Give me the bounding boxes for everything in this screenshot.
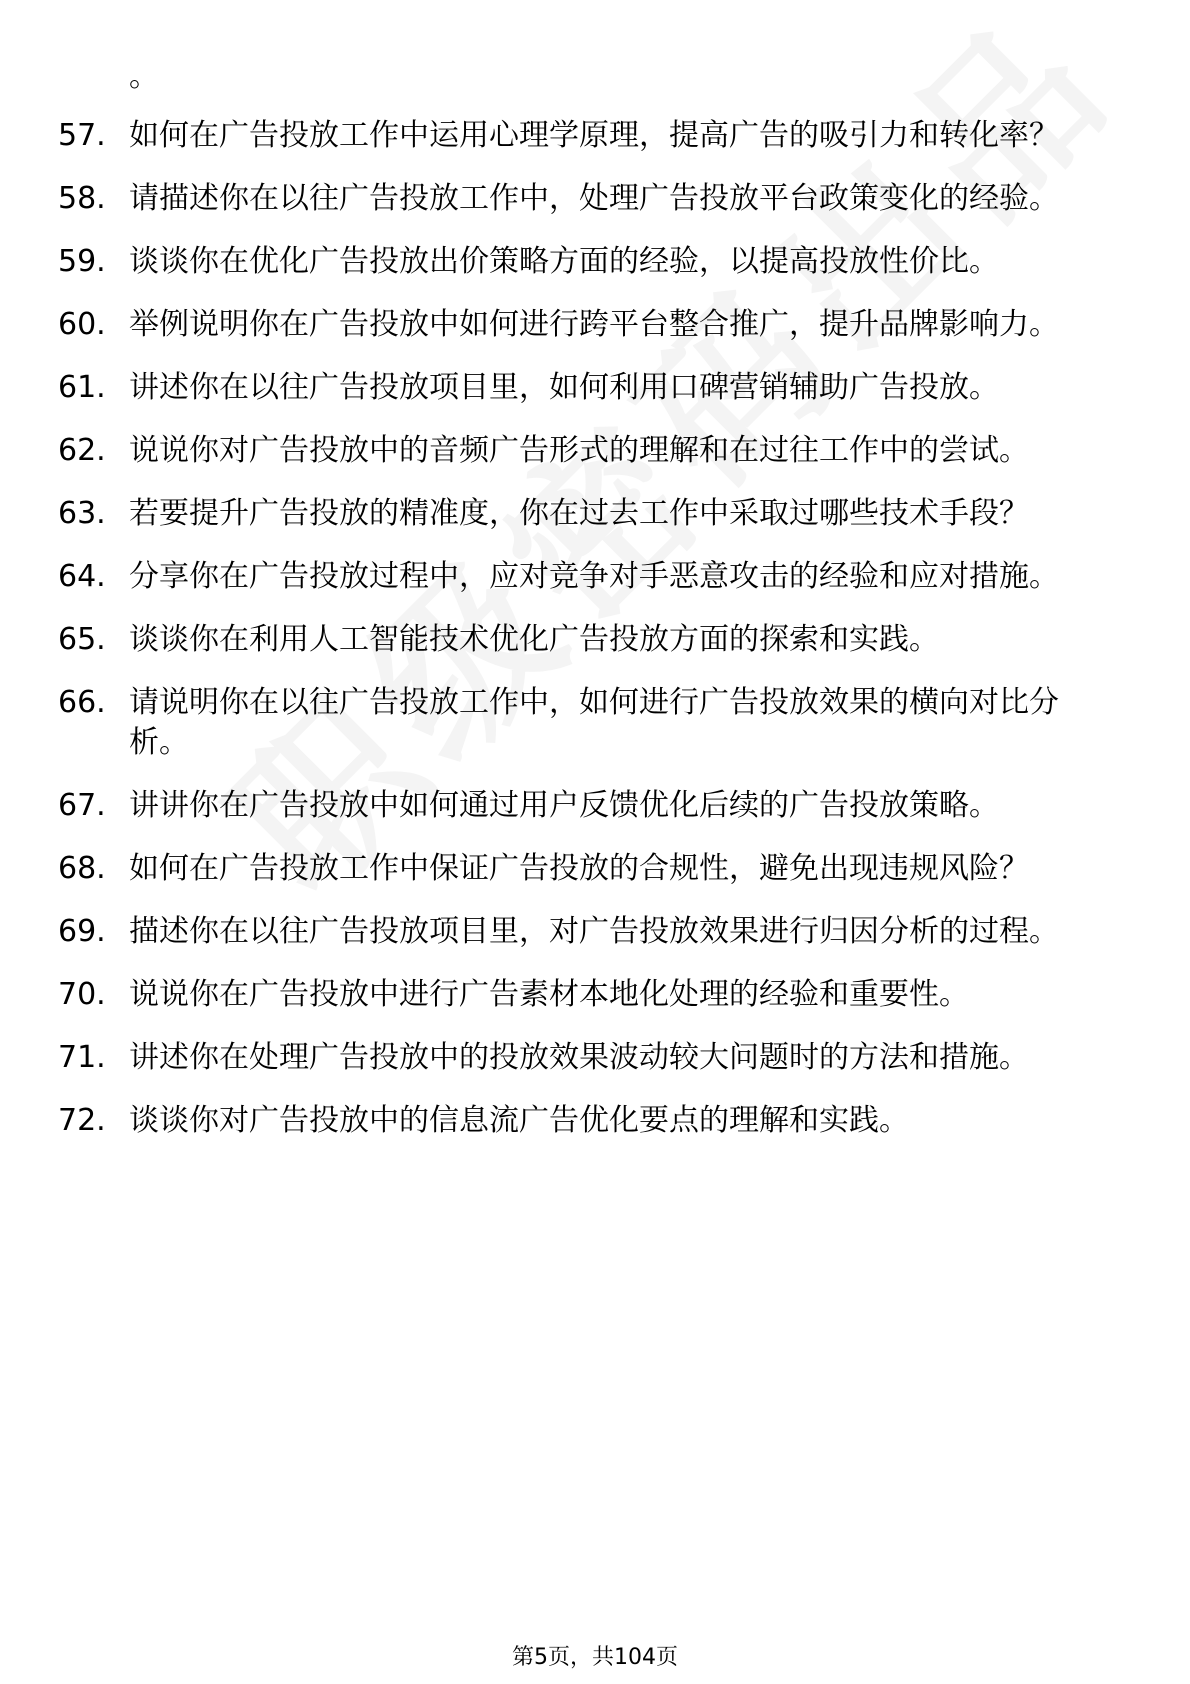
question-item	[58, 683, 1108, 763]
question-item	[58, 849, 1108, 889]
question-number: 65.	[58, 622, 106, 657]
question-number: 72.	[58, 1103, 106, 1138]
question-item	[58, 975, 1108, 1015]
question-number: 68.	[58, 851, 106, 886]
question-number: 66.	[58, 685, 106, 720]
question-number: 62.	[58, 433, 106, 468]
question-text: 谈谈你对广告投放中的信息流广告优化要点的理解和实践。	[129, 1103, 909, 1138]
question-item	[58, 368, 1108, 408]
question-number: 58.	[58, 181, 106, 216]
question-item	[58, 786, 1108, 826]
question-item	[58, 557, 1108, 597]
question-text: 讲述你在以往广告投放项目里，如何利用口碑营销辅助广告投放。	[129, 370, 999, 405]
page-footer: 第5页，共104页	[512, 1645, 678, 1670]
question-item	[58, 1038, 1108, 1078]
question-number: 60.	[58, 307, 106, 342]
question-number: 69.	[58, 914, 106, 949]
question-item	[58, 179, 1108, 219]
question-text: 举例说明你在广告投放中如何进行跨平台整合推广，提升品牌影响力。	[129, 307, 1059, 342]
question-text: 说说你在广告投放中进行广告素材本地化处理的经验和重要性。	[129, 977, 969, 1012]
question-item	[58, 431, 1108, 471]
question-number: 67.	[58, 788, 106, 823]
question-item	[58, 1101, 1108, 1141]
question-text: 若要提升广告投放的精准度，你在过去工作中采取过哪些技术手段？	[129, 496, 1029, 531]
question-text: 谈谈你在优化广告投放出价策略方面的经验，以提高投放性价比。	[129, 244, 999, 279]
question-text: 讲述你在处理广告投放中的投放效果波动较大问题时的方法和措施。	[129, 1040, 1029, 1075]
question-number: 59.	[58, 244, 106, 279]
question-item	[58, 912, 1108, 952]
question-text: 描述你在以往广告投放项目里，对广告投放效果进行归因分析的过程。	[129, 914, 1059, 949]
question-number: 70.	[58, 977, 106, 1012]
question-item	[58, 242, 1108, 282]
question-item	[58, 494, 1108, 534]
question-number: 64.	[58, 559, 106, 594]
question-number: 71.	[58, 1040, 106, 1075]
continued-line-fragment: 。	[129, 59, 159, 94]
question-text: 讲讲你在广告投放中如何通过用户反馈优化后续的广告投放策略。	[129, 788, 999, 823]
question-item	[58, 305, 1108, 345]
question-list	[58, 116, 1108, 1164]
question-text: 请说明你在以往广告投放工作中，如何进行广告投放效果的横向对比分析。	[129, 685, 1059, 760]
question-number: 63.	[58, 496, 106, 531]
question-item	[58, 116, 1108, 156]
question-number: 61.	[58, 370, 106, 405]
question-number: 57.	[58, 118, 106, 153]
question-text: 说说你对广告投放中的音频广告形式的理解和在过往工作中的尝试。	[129, 433, 1029, 468]
question-text: 如何在广告投放工作中保证广告投放的合规性，避免出现违规风险？	[129, 851, 1029, 886]
question-text: 谈谈你在利用人工智能技术优化广告投放方面的探索和实践。	[129, 622, 939, 657]
question-text: 请描述你在以往广告投放工作中，处理广告投放平台政策变化的经验。	[129, 181, 1059, 216]
question-text: 如何在广告投放工作中运用心理学原理，提高广告的吸引力和转化率？	[129, 118, 1059, 153]
question-item	[58, 620, 1108, 660]
question-text: 分享你在广告投放过程中，应对竞争对手恶意攻击的经验和应对措施。	[129, 559, 1059, 594]
